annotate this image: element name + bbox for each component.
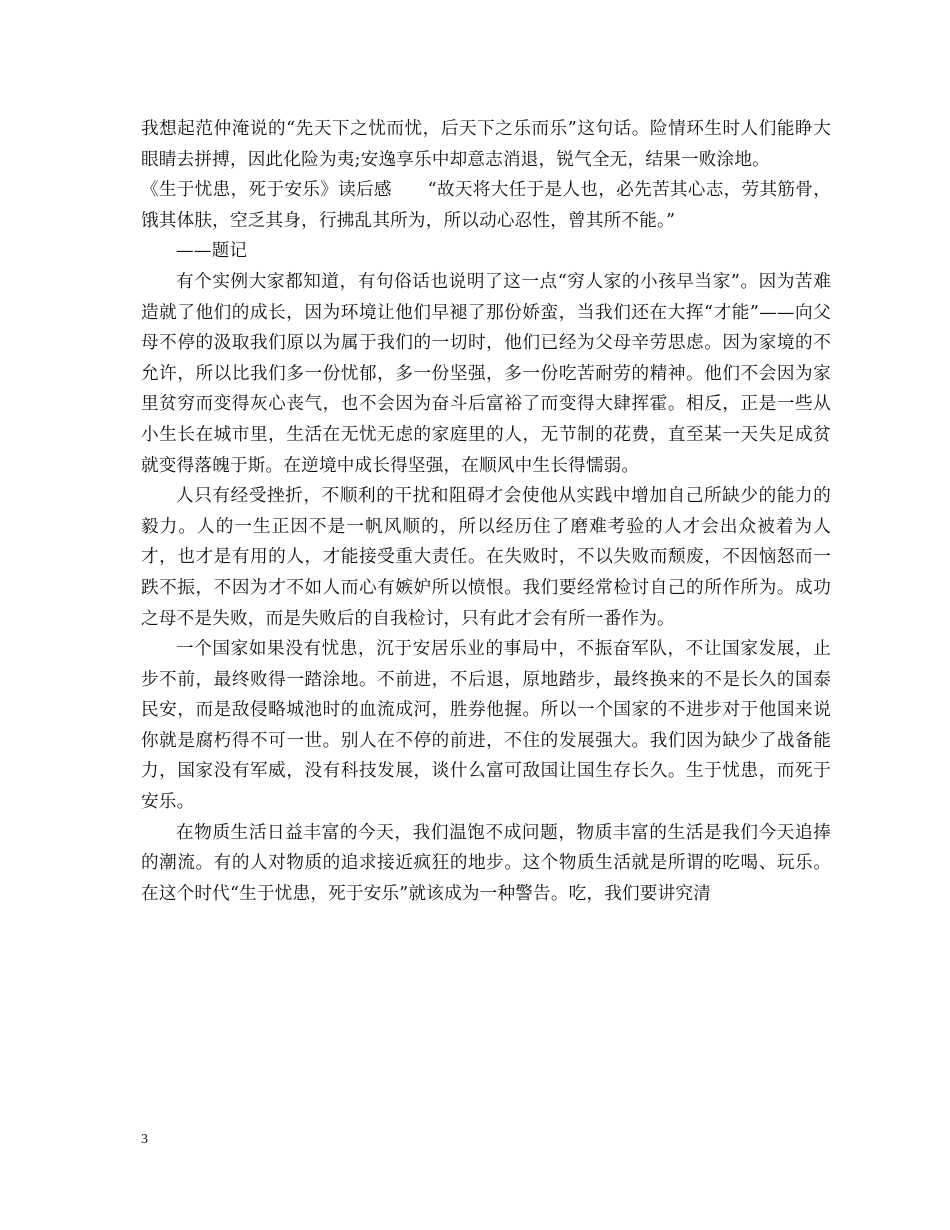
paragraph-intro: 我想起范仲淹说的“先天下之忧而忧，后天下之乐而乐”这句话。险情环生时人们能睁大眼睛去拼搏，因此化险为夷;安逸享乐中却意志消退，锐气全无，结果一败涂地。	[141, 119, 831, 170]
epigraph-label: ——题记	[176, 241, 248, 262]
body-text	[141, 114, 831, 909]
page-number: 3	[141, 1132, 148, 1147]
paragraph: 在物质生活日益丰富的今天，我们温饱不成问题，物质丰富的生活是我们今天追捧的潮流。有的人对物质的追求接近疯狂的地步。这个物质生活就是所谓的吃喝、玩乐。在这个时代“生于忧患，死于安乐”就该成为一种警告。吃，我们要讲究清	[141, 822, 831, 904]
paragraph: 人只有经受挫折，不顺利的干扰和阻碍才会使他从实践中增加自己所缺少的能力的毅力。人的一生正因不是一帆风顺的，所以经历住了磨难考验的人才会出众被着为人才，也才是有用的人，才能接受重大责任。在失败时，不以失败而颓废，不因恼怒而一跌不振，不因为才不如人而心有嫉妒所以愤恨。我们要经常检讨自己的所作所为。成功之母不是失败，而是失败后的自我检讨，只有此才会有所一番作为。	[141, 486, 831, 629]
essay-title-and-quote: 《生于忧患，死于安乐》读后感 “故天将大任于是人也，必先苦其心志，劳其筋骨，饿其体肤，空乏其身，行拂乱其所为，所以动心忍性，曾其所不能。”	[141, 180, 831, 231]
paragraph: 一个国家如果没有忧患，沉于安居乐业的事局中，不振奋军队，不让国家发展，止步不前，最终败得一踏涂地。不前进，不后退，原地踏步，最终换来的不是长久的国泰民安，而是敌侵略城池时的血流成河，胜券他握。所以一个国家的不进步对于他国来说你就是腐朽得不可一世。别人在不停的前进，不住的发展强大。我们因为缺少了战备能力，国家没有军威，没有科技发展，谈什么富可敌国让国生存长久。生于忧患，而死于安乐。	[141, 639, 831, 813]
paragraph: 有个实例大家都知道，有句俗话也说明了这一点“穷人家的小孩早当家”。因为苦难造就了他们的成长，因为环境让他们早褪了那份娇蛮，当我们还在大挥“才能”——向父母不停的汲取我们原以为属于我们的一切时，他们已经为父母辛劳思虑。因为家境的不允许，所以比我们多一份忧郁，多一份坚强，多一份吃苦耐劳的精神。他们不会因为家里贫穷而变得灰心丧气，也不会因为奋斗后富裕了而变得大肆挥霍。相反，正是一些从小生长在城市里，生活在无忧无虑的家庭里的人，无节制的花费，直至某一天失足成贫就变得落魄于斯。在逆境中成长得坚强，在顺风中生长得懦弱。	[141, 271, 831, 476]
